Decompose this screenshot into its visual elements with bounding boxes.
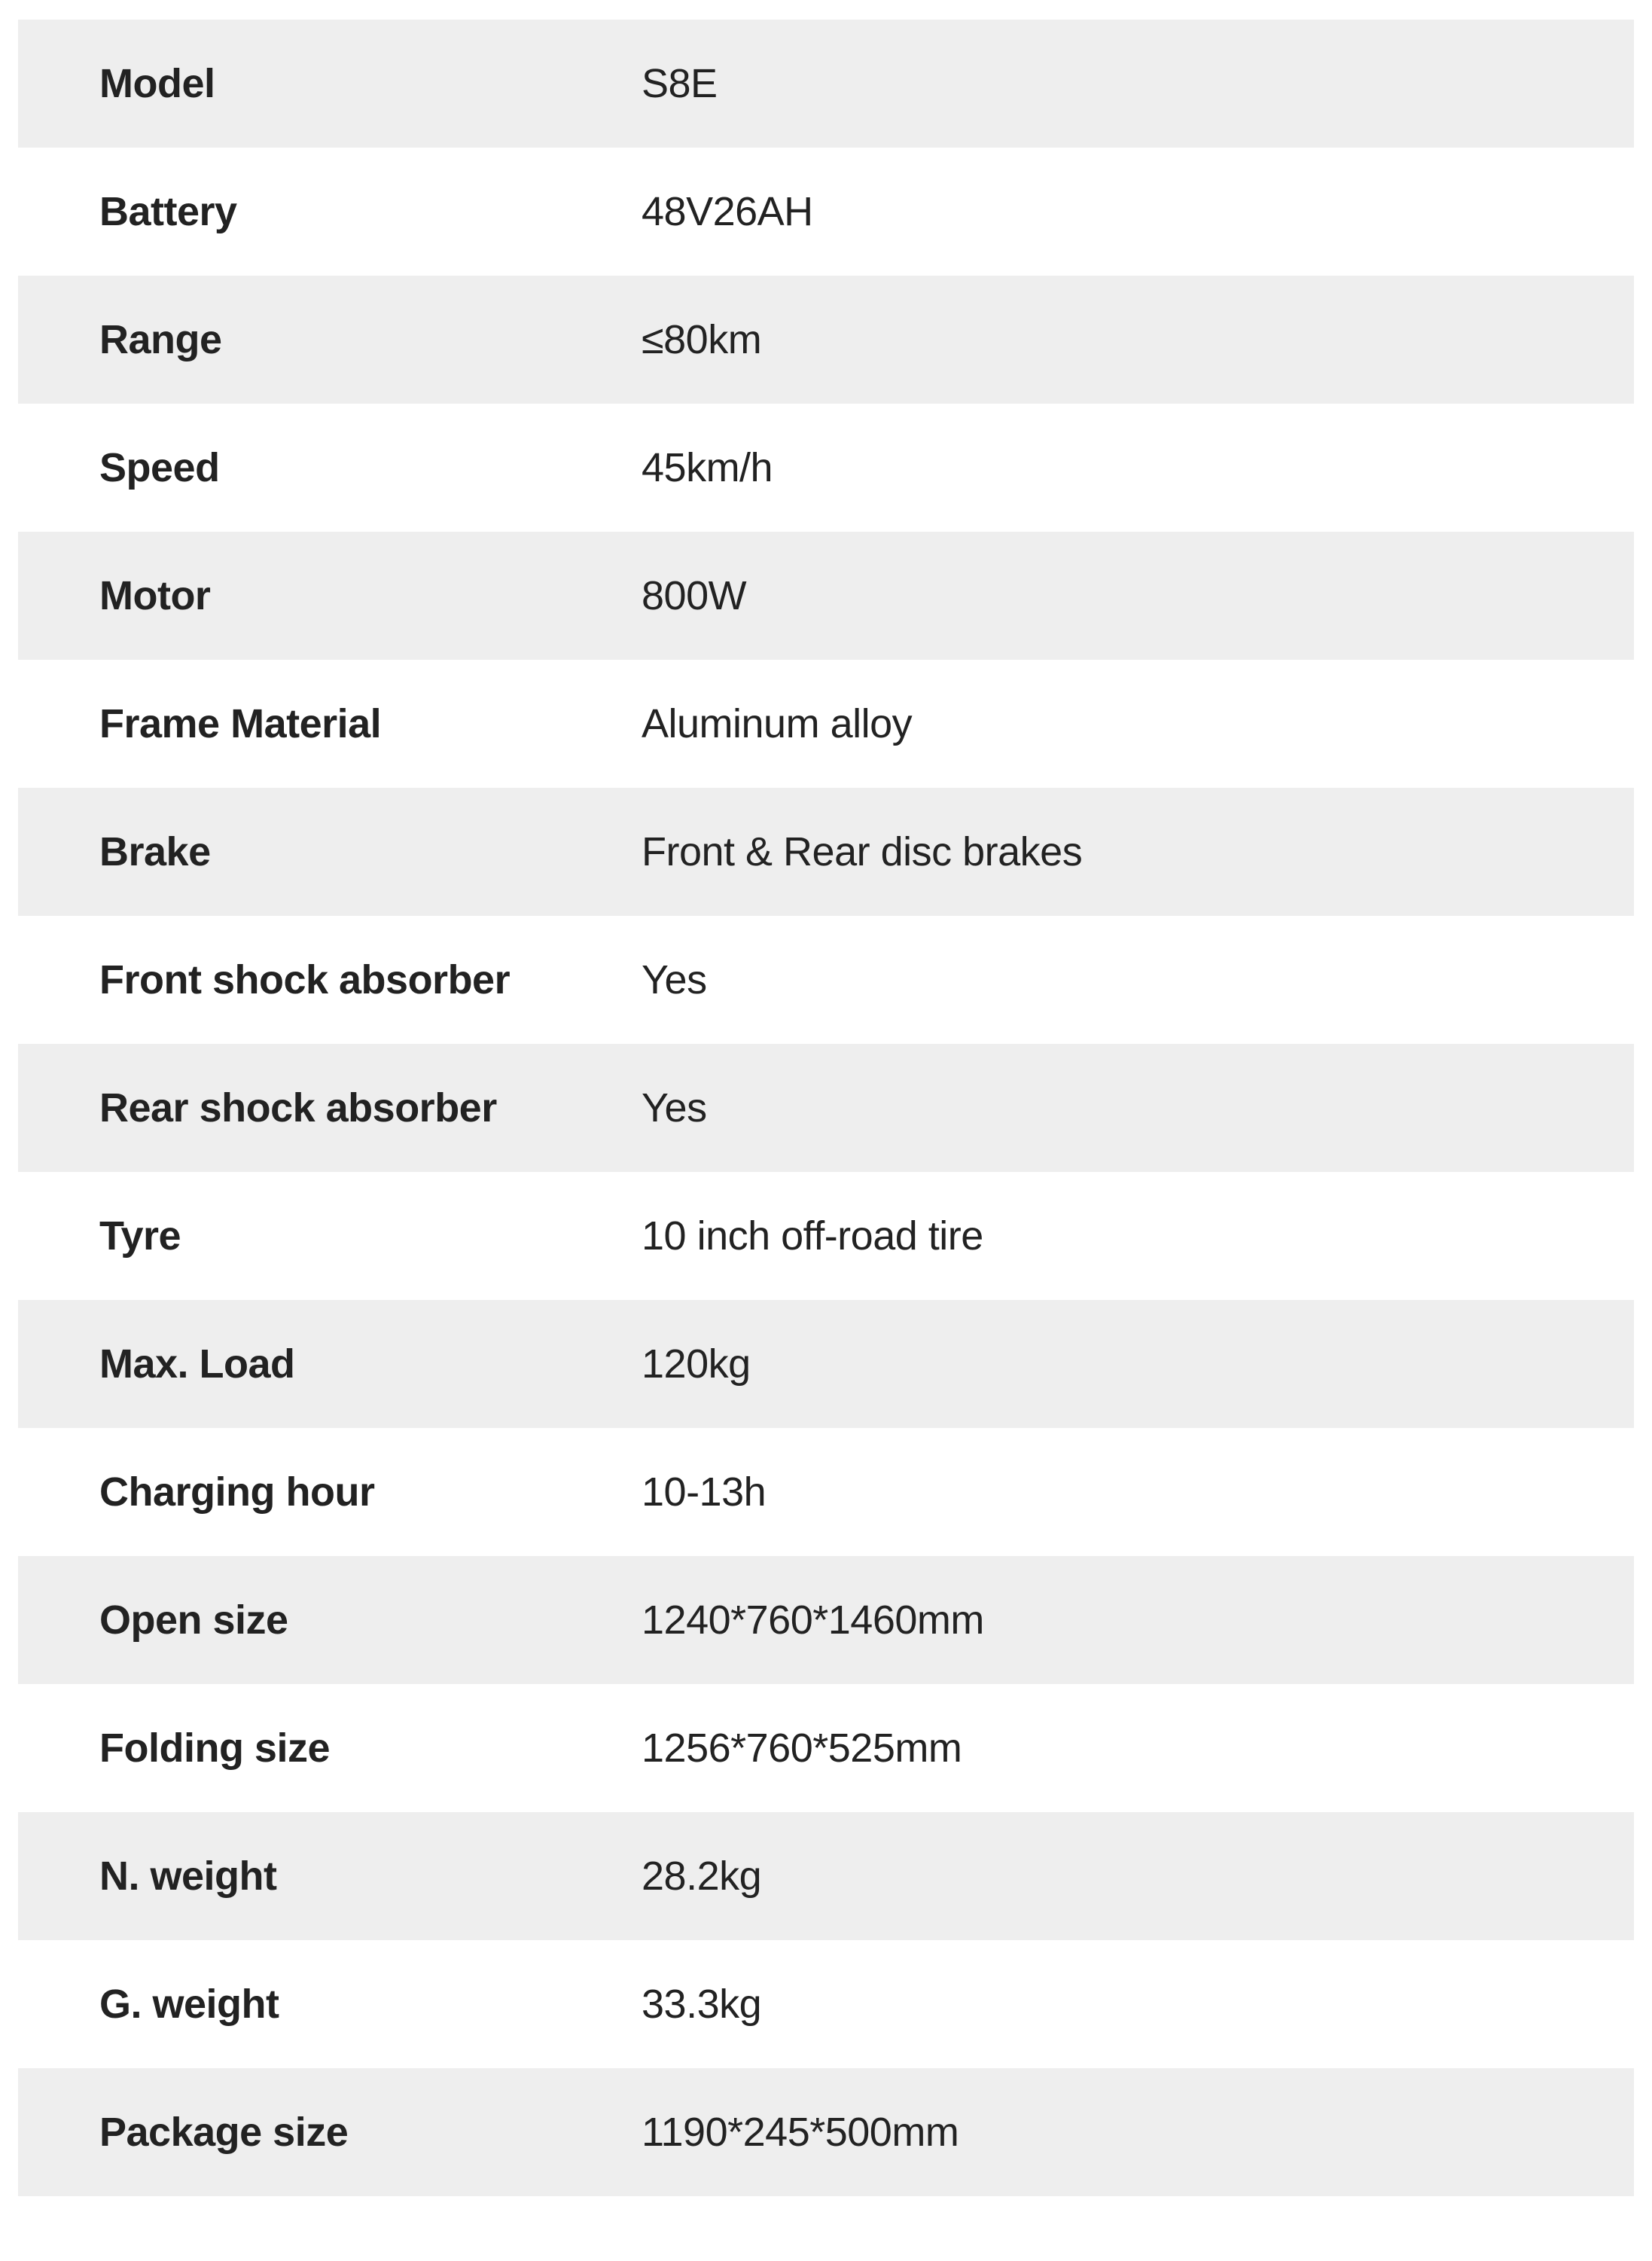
spec-label: Rear shock absorber (99, 1085, 497, 1130)
spec-row-open-size (18, 1556, 1634, 1684)
spec-value: S8E (642, 61, 718, 106)
spec-value: Aluminum alloy (642, 701, 913, 746)
spec-row-frame-material (18, 660, 1634, 788)
spec-label: Open size (99, 1597, 288, 1643)
spec-label: Tyre (99, 1213, 181, 1259)
spec-row-folding-size (18, 1684, 1634, 1812)
spec-row-gross-weight (18, 1940, 1634, 2068)
spec-row-range (18, 276, 1634, 404)
spec-row-net-weight (18, 1812, 1634, 1940)
spec-row-charging-hour (18, 1428, 1634, 1556)
spec-label: Frame Material (99, 701, 382, 746)
spec-label: Model (99, 61, 215, 106)
spec-value: 48V26AH (642, 189, 813, 234)
spec-value: Front & Rear disc brakes (642, 829, 1083, 874)
spec-row-motor (18, 532, 1634, 660)
spec-row-front-shock (18, 916, 1634, 1044)
spec-row-tyre (18, 1172, 1634, 1300)
spec-value: 10-13h (642, 1469, 767, 1515)
spec-value: 1240*760*1460mm (642, 1597, 984, 1643)
spec-label: Charging hour (99, 1469, 375, 1515)
spec-row-speed (18, 404, 1634, 532)
spec-label: Motor (99, 573, 211, 618)
spec-value: 28.2kg (642, 1854, 762, 1899)
spec-value: ≤80km (642, 317, 762, 362)
spec-label: G. weight (99, 1982, 279, 2027)
spec-label: N. weight (99, 1854, 277, 1899)
spec-label: Speed (99, 445, 220, 490)
spec-row-max-load (18, 1300, 1634, 1428)
spec-label: Front shock absorber (99, 957, 511, 1002)
spec-label: Battery (99, 189, 237, 234)
spec-value: 120kg (642, 1341, 751, 1387)
spec-value: 33.3kg (642, 1982, 762, 2027)
spec-row-package-size (18, 2068, 1634, 2196)
spec-row-model (18, 20, 1634, 148)
spec-value: Yes (642, 1085, 707, 1130)
spec-row-rear-shock (18, 1044, 1634, 1172)
spec-label: Range (99, 317, 222, 362)
spec-value: 45km/h (642, 445, 773, 490)
spec-label: Folding size (99, 1726, 331, 1771)
spec-table (18, 20, 1634, 2196)
spec-value: 800W (642, 573, 747, 618)
spec-row-brake (18, 788, 1634, 916)
spec-label: Max. Load (99, 1341, 295, 1387)
spec-value: 1190*245*500mm (642, 2110, 959, 2155)
spec-label: Package size (99, 2110, 349, 2155)
spec-row-battery (18, 148, 1634, 276)
spec-value: 1256*760*525mm (642, 1726, 962, 1771)
spec-value: Yes (642, 957, 707, 1002)
spec-value: 10 inch off-road tire (642, 1213, 983, 1259)
spec-label: Brake (99, 829, 211, 874)
